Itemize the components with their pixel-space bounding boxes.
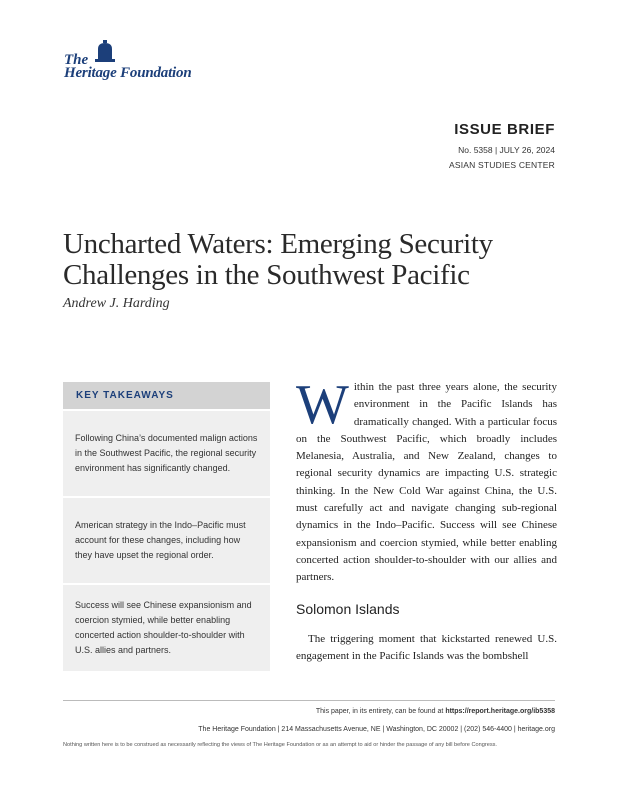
footer-url-prefix: This paper, in its entirety, can be found at (315, 708, 446, 715)
takeaway-item (63, 498, 270, 583)
key-takeaways-heading: KEY TAKEAWAYS (63, 382, 270, 409)
body-text (296, 374, 557, 665)
takeaway-item (63, 585, 270, 671)
intro-paragraph (296, 374, 557, 587)
logo-name-text: Heritage Foundation (64, 65, 192, 81)
footer-divider (63, 700, 555, 701)
page-title: Uncharted Waters: Emerging Security Challenges in the Southwest Pacific (63, 228, 493, 291)
takeaway-text: Success will see Chinese expansionism and coercion stymied, while better enabling concerted action shoulder-to-shoulder with U.S. allies and partners. (75, 600, 252, 655)
key-takeaways (63, 382, 270, 671)
logo-the-text: The (64, 52, 89, 68)
drop-cap: W (296, 374, 349, 436)
takeaway-text: American strategy in the Indo–Pacific must account for these changes, including how they have upset the regional order. (75, 520, 246, 560)
footer-disclaimer: Nothing written here is to be construed as necessarily reflecting the views of The Heritage Foundation or as an attempt to aid or hinder the passage of any bill before Congress. (63, 742, 497, 748)
brief-center: ASIAN STUDIES CENTER (448, 160, 555, 170)
footer-url-line (316, 708, 555, 715)
body-paragraph: The triggering moment that kickstarted renewed U.S. engagement in the Pacific Islands was the bombshell (296, 632, 557, 663)
intro-text: ithin the past three years alone, the security environment in the Pacific Islands has dramatically changed. With a particular focus on the Southwest Pacific, which broadly includes Melanesia, Australia, and New Zealand, changes to regional security dynamics are impacting U.S. strategic thinking. In the New Cold War against China, the U.S. must carefully act and navigate changing sub-regional dynamics in the Indo–Pacific. Success will see Chinese expansionism and coercion stymied, while better enabling concerted action shoulder-to-shoulder with our allies and partners. (296, 381, 557, 584)
author: Andrew J. Harding (63, 296, 170, 311)
brief-number-date: No. 5358 | JULY 26, 2024 (458, 145, 555, 155)
heritage-logo[interactable] (62, 38, 222, 86)
takeaway-item (63, 411, 270, 496)
section-heading: Solomon Islands (296, 600, 400, 617)
takeaway-text: Following China’s documented malign actions in the Southwest Pacific, the regional security environment has significantly changed. (75, 433, 258, 473)
footer-address: The Heritage Foundation | 214 Massachusetts Avenue, NE | Washington, DC 20002 | (202) 546-4400 | heritage.org (198, 726, 555, 733)
footer-report-link[interactable]: https://report.heritage.org/ib5358 (445, 708, 555, 715)
issue-brief-block (449, 121, 555, 170)
liberty-bell-icon (94, 40, 116, 62)
brief-type: ISSUE BRIEF (454, 121, 555, 138)
